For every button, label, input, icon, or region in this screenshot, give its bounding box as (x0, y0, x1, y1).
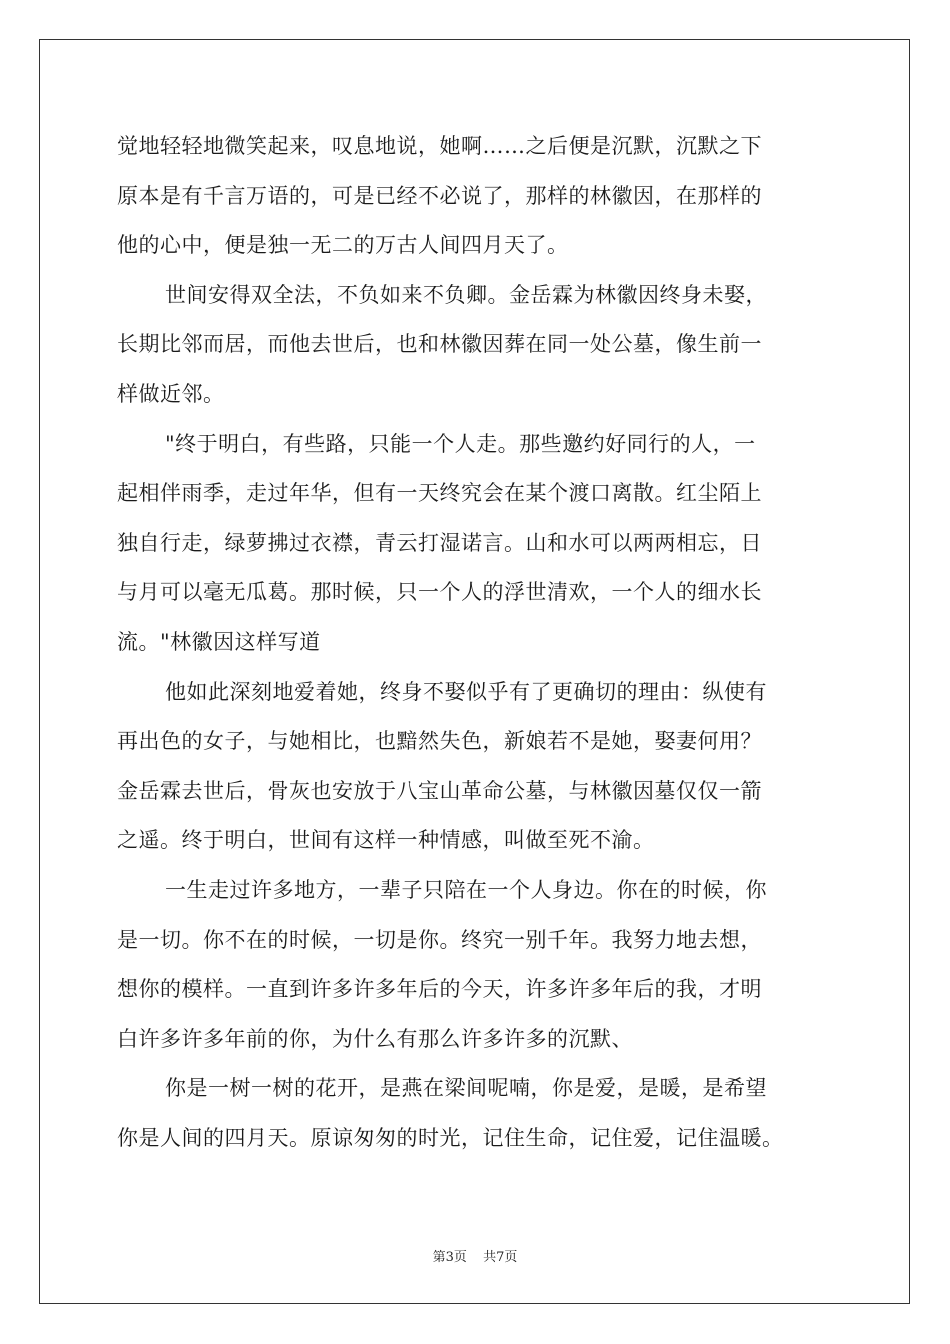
text-line: 觉地轻轻地微笑起来，叹息地说，她啊……之后便是沉默，沉默之下 (117, 134, 762, 158)
page-number: 第3页 (432, 1250, 467, 1265)
text-line: 流。"林徽因这样写道 (117, 629, 321, 654)
text-line: 原本是有千言万语的，可是已经不必说了，那样的林徽因，在那样的 (117, 183, 762, 208)
page-footer (0, 1246, 950, 1265)
text-line: 金岳霖去世后，骨灰也安放于八宝山革命公墓，与林徽因墓仅仅一箭 (117, 778, 762, 803)
text-line: 独自行走，绿萝拂过衣襟，青云打湿诺言。山和水可以两两相忘，日 (117, 530, 762, 555)
text-line: 他的心中，便是独一无二的万古人间四月天了。 (117, 233, 569, 258)
text-line: 你是一树一树的花开，是燕在梁间呢喃，你是爱，是暖，是希望 (165, 1076, 767, 1101)
text-line: "终于明白，有些路，只能一个人走。那些邀约好同行的人，一 (165, 431, 756, 456)
text-line: 之遥。终于明白，世间有这样一种情感，叫做至死不渝。 (117, 828, 655, 853)
text-line: 一生走过许多地方，一辈子只陪在一个人身边。你在的时候，你 (165, 877, 767, 902)
text-line: 白许多许多年前的你，为什么有那么许多许多的沉默、 (117, 1026, 633, 1051)
text-line: 起相伴雨季，走过年华，但有一天终究会在某个渡口离散。红尘陌上 (117, 481, 762, 506)
text-line: 想你的模样。一直到许多许多年后的今天，许多许多年后的我，才明 (117, 977, 762, 1002)
text-line: 世间安得双全法，不负如来不负卿。金岳霖为林徽因终身未娶， (165, 282, 767, 307)
text-line: 样做近邻。 (117, 381, 225, 406)
page-total: 共7页 (483, 1250, 518, 1265)
text-line: 他如此深刻地爱着她，终身不娶似乎有了更确切的理由：纵使有 (165, 679, 767, 704)
document-body (117, 122, 833, 1163)
text-line: 你是人间的四月天。原谅匆匆的时光，记住生命，记住爱，记住温暖。 (117, 1125, 784, 1150)
text-line: 长期比邻而居，而他去世后，也和林徽因葬在同一处公墓，像生前一 (117, 332, 762, 357)
text-line: 再出色的女子，与她相比，也黯然失色，新娘若不是她，娶妻何用？ (117, 729, 762, 754)
text-line: 是一切。你不在的时候，一切是你。终究一别千年。我努力地去想， (117, 927, 762, 952)
text-line: 与月可以毫无瓜葛。那时候，只一个人的浮世清欢，一个人的细水长 (117, 580, 762, 605)
